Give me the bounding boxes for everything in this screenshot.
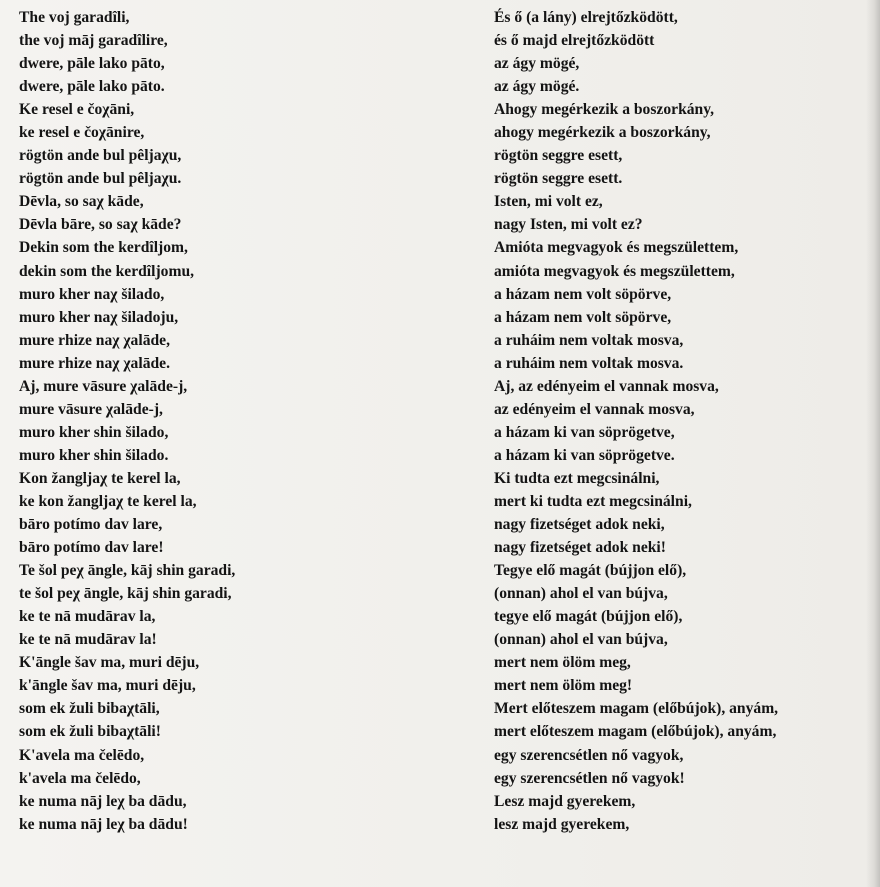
poem-line: som ek žuli bibaχtāli, [19,700,160,718]
poem-line: ke numa nāj leχ ba dādu! [19,815,188,833]
poem-line: ke te nā mudārav la! [19,631,157,649]
poem-line: a ruháim nem voltak mosva, [494,331,684,349]
poem-line: dwere, pāle lako pāto, [19,55,165,73]
poem-line: az ágy mögé, [494,55,580,73]
poem-line: a házam ki van söprögetve. [494,446,675,464]
poem-line: nagy fizetséget adok neki, [494,516,665,534]
poem-line: Mert előteszem magam (előbújok), anyám, [494,700,779,718]
poem-line: mert nem ölöm meg! [494,677,633,695]
poem-line: egy szerencsétlen nő vagyok! [494,769,685,787]
poem-line: muro kher shin šilado, [19,423,169,441]
poem-line: a házam nem volt söpörve, [494,285,672,303]
poem-line: te šol peχ āngle, kāj shin garadi, [19,585,232,603]
poem-line: the voj māj garadîlire, [19,32,168,50]
poem-line: rögtön ande bul pêljaχu. [19,170,182,188]
poem-line: Dēvla, so saχ kāde, [19,193,144,211]
poem-line: bāro potímo dav lare! [19,539,164,557]
page-gutter-shadow [866,0,880,887]
poem-line: az edényeim el vannak mosva, [494,400,695,418]
poem-line: a házam nem volt söpörve, [494,308,672,326]
poem-line: Dēvla bāre, so saχ kāde? [19,216,182,234]
poem-line: mert nem ölöm meg, [494,654,631,672]
poem-line: Kon žangljaχ te kerel la, [19,469,181,487]
poem-line: Dekin som the kerdîljom, [19,239,188,257]
poem-line: lesz majd gyerekem, [494,815,630,833]
poem-line: K'avela ma čelēdo, [19,746,145,764]
poem-line: k'avela ma čelēdo, [19,769,141,787]
poem-line: nagy Isten, mi volt ez? [494,216,643,234]
poem-line: som ek žuli bibaχtāli! [19,723,161,741]
poem-line: bāro potímo dav lare, [19,516,163,534]
poem-line: a ruháim nem voltak mosva. [494,354,684,372]
hungarian-translation-column [494,6,778,836]
poem-line: Aj, az edényeim el vannak mosva, [494,377,719,395]
poem-line: rögtön seggre esett. [494,170,623,188]
poem-line: nagy fizetséget adok neki! [494,539,666,557]
poem-line: dekin som the kerdîljomu, [19,262,195,280]
poem-line: K'āngle šav ma, muri dēju, [19,654,200,672]
poem-line: muro kher shin šilado. [19,446,169,464]
poem-line: amióta megvagyok és megszülettem, [494,262,735,280]
poem-line: ke te nā mudārav la, [19,608,156,626]
poem-line: muro kher naχ šilado, [19,285,165,303]
poem-line: Lesz majd gyerekem, [494,792,636,810]
poem-line: mure rhize naχ χalāde. [19,354,170,372]
poem-line: mure rhize naχ χalāde, [19,331,170,349]
poem-line: Ki tudta ezt megcsinálni, [494,469,660,487]
poem-line: Ke resel e čoχāni, [19,101,135,119]
poem-line: Te šol peχ āngle, kāj shin garadi, [19,562,236,580]
poem-line: a házam ki van söprögetve, [494,423,675,441]
poem-line: dwere, pāle lako pāto. [19,78,165,96]
poem-line: Aj, mure vāsure χalāde-j, [19,377,188,395]
poem-line: (onnan) ahol el van bújva, [494,585,668,603]
poem-line: (onnan) ahol el van bújva, [494,631,668,649]
poem-line: Tegye elő magát (bújjon elő), [494,562,687,580]
romani-text-column [19,6,235,836]
poem-line: mert előteszem magam (előbújok), anyám, [494,723,777,741]
poem-line: ke kon žangljaχ te kerel la, [19,492,197,510]
poem-line: Isten, mi volt ez, [494,193,603,211]
poem-line: ahogy megérkezik a boszorkány, [494,124,711,142]
poem-line: ke resel e čoχānire, [19,124,145,142]
poem-line: mert ki tudta ezt megcsinálni, [494,492,692,510]
poem-line: tegye elő magát (bújjon elő), [494,608,683,626]
poem-line: Amióta megvagyok és megszülettem, [494,239,739,257]
poem-line: rögtön seggre esett, [494,147,623,165]
poem-line: És ő (a lány) elrejtőzködött, [494,9,678,26]
poem-line: az ágy mögé. [494,78,580,96]
poem-line: Ahogy megérkezik a boszorkány, [494,101,715,119]
poem-line: k'āngle šav ma, muri dēju, [19,677,196,695]
poem-line: rögtön ande bul pêljaχu, [19,147,182,165]
poem-line: és ő majd elrejtőzködött [494,32,655,50]
poem-line: muro kher naχ šiladoju, [19,308,179,326]
poem-line: egy szerencsétlen nő vagyok, [494,746,684,764]
poem-line: The voj garadîli, [19,9,130,26]
poem-line: ke numa nāj leχ ba dādu, [19,792,187,810]
poem-line: mure vāsure χalāde-j, [19,400,163,418]
